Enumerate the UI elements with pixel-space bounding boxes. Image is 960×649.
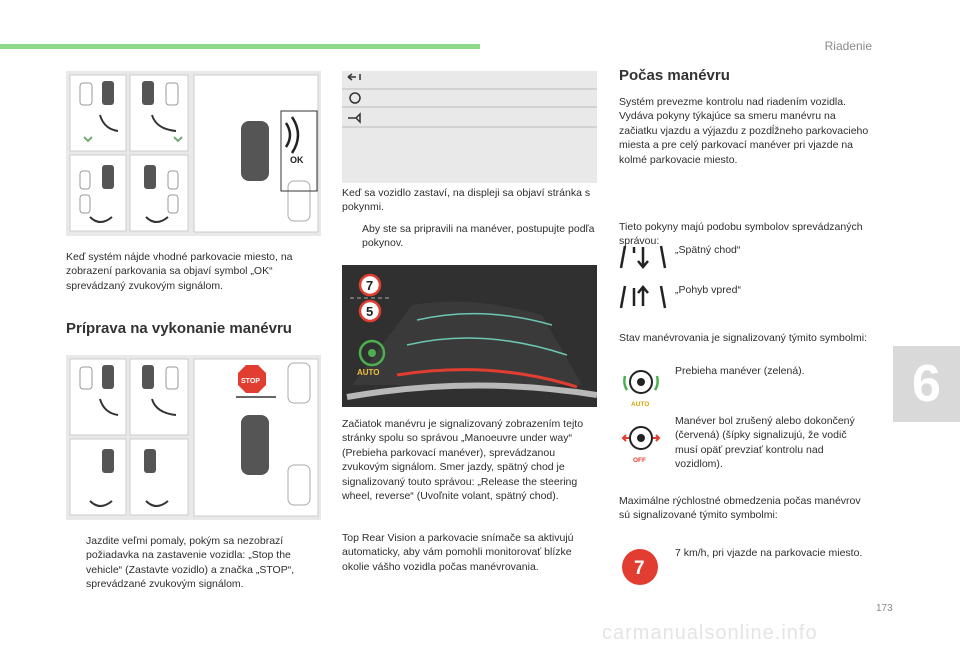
- page-number: 173: [876, 603, 893, 614]
- section-title: Riadenie: [824, 39, 872, 53]
- col2-paragraph-stop: Keď sa vozidlo zastaví, na displeji sa objaví stránka s pokynmi.: [342, 187, 591, 214]
- speed-limit-icon: [619, 544, 663, 588]
- chapter-number: 6: [912, 355, 941, 413]
- stop-illustration: [66, 355, 321, 520]
- steering-auto-icon: [619, 362, 663, 408]
- state-auto-text: Prebieha manéver (zelená).: [675, 365, 805, 377]
- symbol-forward: [619, 272, 869, 312]
- ok-label: OK: [290, 155, 304, 165]
- camera-auto-label: AUTO: [357, 368, 380, 377]
- col2-bullet: [342, 222, 597, 251]
- col3-heading-during: Počas manévru: [619, 67, 730, 84]
- state-off-text: Manéver bol zrušený alebo dokončený (červená) (šípky signalizujú, že vodič musí opäť prevziať kontrolu nad vozidlom).: [675, 415, 855, 471]
- header-accent-bar: [0, 44, 480, 49]
- forward-arrow-icon: [619, 282, 667, 312]
- col1-heading-preparation: Príprava na vykonanie manévru: [66, 320, 292, 337]
- col2-paragraph-manoeuvre: Začiatok manévru je signalizovaný zobrazením tejto stránky spolu so správou „Manoeuvre under way“ (Prebieha parkovací manéver), sprevádzanou zvukovým signálom. Smer jazdy, spätný chod je signalizovaný touto správou: „Release the steering wheel, reverse“ (Uvoľnite volant, spätný chod).: [342, 418, 584, 503]
- off-icon-label: OFF: [633, 457, 646, 464]
- instruction-screen-illustration: [342, 71, 597, 183]
- state-off: [619, 412, 869, 472]
- watermark: carmanualsonline.info: [602, 622, 818, 644]
- parking-found-illustration: [66, 71, 321, 236]
- auto-icon-label: AUTO: [631, 401, 650, 408]
- col3-paragraph-state: Stav manévrovania je signalizovaný týmito symbolmi:: [619, 332, 868, 344]
- figure-instruction-screen: [342, 71, 597, 183]
- steering-off-icon: [619, 418, 663, 464]
- col3-paragraph-system: Systém prevezme kontrolu nad riadením vozidla. Vydáva pokyny týkajúce sa smeru manévru na začiatku vjazdu a výjazdu z pozdĺžneho parkovacieho miesta a pre celý parkovací manéver pri vjazde na kolmé parkovacie miesto.: [619, 96, 869, 166]
- stop-label: STOP: [241, 378, 260, 385]
- col1-bullet-text: Jazdite veľmi pomaly, pokým sa nezobrazí požiadavka na zastavenie vozidla: „Stop the vehicle“ (Zastavte vozidlo) a značka „STOP“, sprevádzané zvukovým signálom.: [86, 535, 295, 591]
- col2-paragraph-top-rear-vision: Top Rear Vision a parkovacie snímače sa aktivujú automaticky, aby vám pomohli monitorovať blízke okolie vášho vozidla počas manévrovania.: [342, 532, 574, 573]
- figure-stop: [66, 355, 321, 520]
- camera-view-illustration: [342, 265, 597, 407]
- chapter-tab: [893, 346, 960, 422]
- camera-speed-5: 5: [366, 304, 374, 319]
- reverse-label: „Spätný chod“: [675, 243, 741, 256]
- camera-speed-7: 7: [366, 278, 374, 293]
- speed-limit-text: 7 km/h, pri vjazde na parkovacie miesto.: [675, 547, 863, 559]
- state-auto: [619, 362, 869, 408]
- reverse-arrow-icon: [619, 242, 667, 272]
- figure-parking-found: [66, 71, 321, 236]
- speed-limit-number: 7: [634, 558, 645, 579]
- col1-bullet: [66, 534, 321, 592]
- col2-bullet-text: Aby ste sa pripravili na manéver, postupujte podľa pokynov.: [362, 223, 595, 250]
- col1-paragraph-ok: Keď systém nájde vhodné parkovacie miesto, na zobrazení parkovania sa objaví symbol „OK“ sprevádzaný zvukovým signálom.: [66, 251, 293, 292]
- col3-paragraph-instructions: Tieto pokyny majú podobu symbolov sprevádzaných správou:: [619, 221, 863, 248]
- col3-paragraph-speed: Maximálne rýchlostné obmedzenia počas manévrov sú signalizované týmito symbolmi:: [619, 495, 861, 522]
- speed-limit-row: [619, 542, 869, 588]
- symbol-reverse: [619, 232, 869, 272]
- forward-label: „Pohyb vpred“: [675, 283, 741, 296]
- figure-camera-view: [342, 265, 597, 407]
